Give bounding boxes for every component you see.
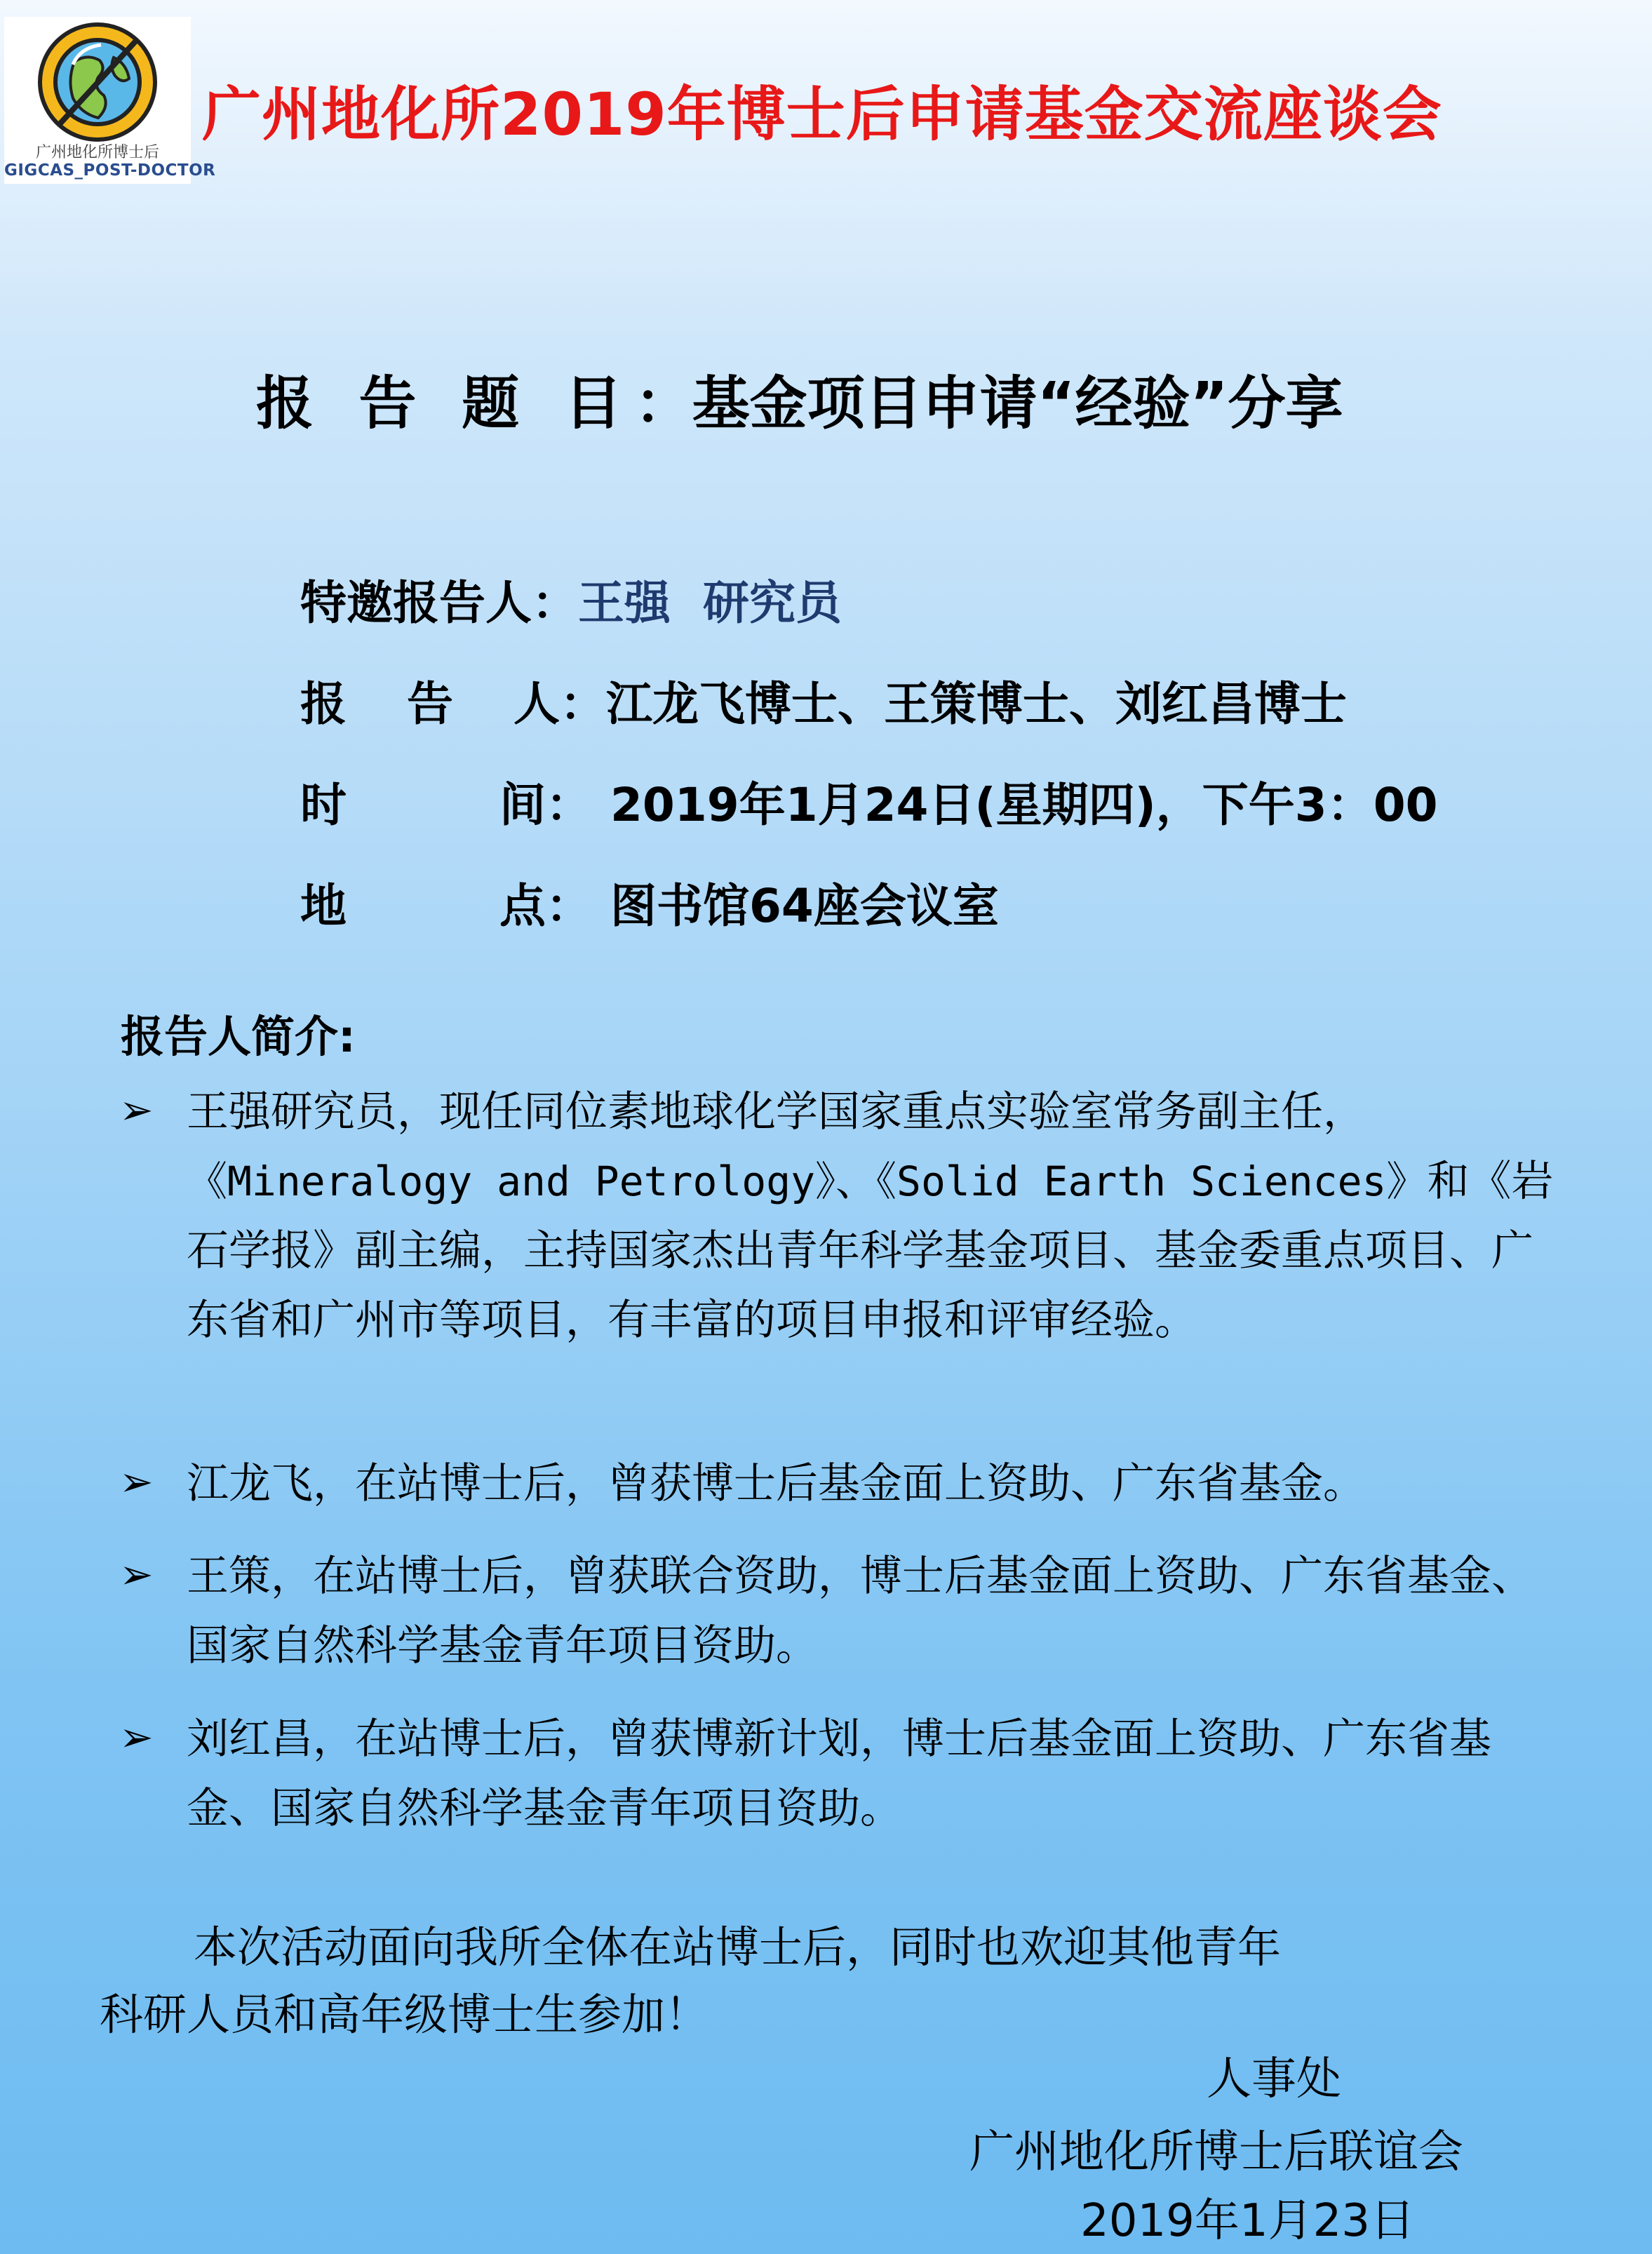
signature-date: 2019年1月23日 <box>1080 2195 1416 2247</box>
bullet-arrow-icon: ➢ <box>119 1458 154 1505</box>
page-title: 广州地化所2019年博士后申请基金交流座谈会 <box>202 80 1442 149</box>
reporters-separator: ： <box>560 677 606 731</box>
time-separator: ： <box>546 778 592 832</box>
logo-text-cn: 广州地化所博士后 <box>35 144 159 161</box>
reporters-value: 江龙飞博士、王策博士、刘红昌博士 <box>606 677 1347 731</box>
report-title <box>256 358 1343 440</box>
speaker-intro-heading: 报告人简介: <box>121 1011 356 1062</box>
info-row-time <box>300 767 1438 834</box>
bullet-text-journals: 《Mineralogy and Petrology》、《Solid Earth Sciences》 <box>187 1158 1428 1205</box>
info-row-invited-speaker <box>300 565 842 632</box>
place-separator: ： <box>546 879 592 933</box>
time-label-2: 间 <box>499 778 546 832</box>
invited-speaker-label: 特邀报告人 <box>300 576 532 630</box>
bullet-text-part: 和《岩石学报》副主编，主持国家杰出青年科学基金项目、基金委重点项目、广东省和广州市等项目，有丰富的项目申报和评审经验。 <box>187 1157 1554 1345</box>
signature-organization: 广州地化所博士后联谊会 <box>969 2126 1463 2178</box>
closing-line-1: 本次活动面向我所全体在站博士后，同时也欢迎其他青年 <box>194 1921 1282 1973</box>
bullet-text-liu-hongchang: 刘红昌，在站博士后，曾获博新计划，博士后基金面上资助、广东省基金、国家自然科学基金青年项目资助。 <box>187 1715 1491 1833</box>
invited-speaker-separator: ： <box>532 576 578 630</box>
invited-speaker-value: 王强 研究员 <box>578 576 842 630</box>
report-title-value: 基金项目申请“经验”分享 <box>692 370 1343 437</box>
info-row-reporters <box>300 666 1347 733</box>
report-title-label: 报 告 题 目 <box>256 370 635 437</box>
reporters-label-2: 告 <box>407 677 453 731</box>
globe-logo-icon <box>31 20 164 145</box>
bullet-text-wang-ce: 王策，在站博士后，曾获联合资助，博士后基金面上资助、广东省基金、国家自然科学基金青年项目资助。 <box>187 1552 1533 1670</box>
bullet-arrow-icon: ➢ <box>119 1713 154 1761</box>
logo-text-en: GIGCAS_POST-DOCTOR <box>4 161 216 180</box>
bullet-arrow-icon: ➢ <box>119 1086 154 1134</box>
bullet-text-part: 王强研究员，现任同位素地球化学国家重点实验室常务副主任， <box>187 1087 1365 1136</box>
info-row-place <box>300 868 999 935</box>
closing-line-2: 科研人员和高年级博士生参加！ <box>100 1989 709 2040</box>
place-value: 图书馆64座会议室 <box>610 879 999 933</box>
place-label-2: 点 <box>499 879 546 933</box>
time-label-1: 时 <box>300 778 347 832</box>
place-label-1: 地 <box>300 879 347 933</box>
logo <box>4 17 216 184</box>
reporters-label-1: 报 <box>300 677 347 731</box>
bullet-text-wang-qiang <box>187 1078 1562 1355</box>
bullet-arrow-icon: ➢ <box>119 1550 154 1598</box>
reporters-label-3: 人 <box>513 677 560 731</box>
bullet-text-jiang-longfei: 江龙飞，在站博士后，曾获博士后基金面上资助、广东省基金。 <box>187 1459 1365 1508</box>
signature-department: 人事处 <box>1207 2053 1341 2105</box>
report-title-separator: ： <box>634 370 692 437</box>
time-value: 2019年1月24日(星期四)，下午3：00 <box>610 778 1438 832</box>
